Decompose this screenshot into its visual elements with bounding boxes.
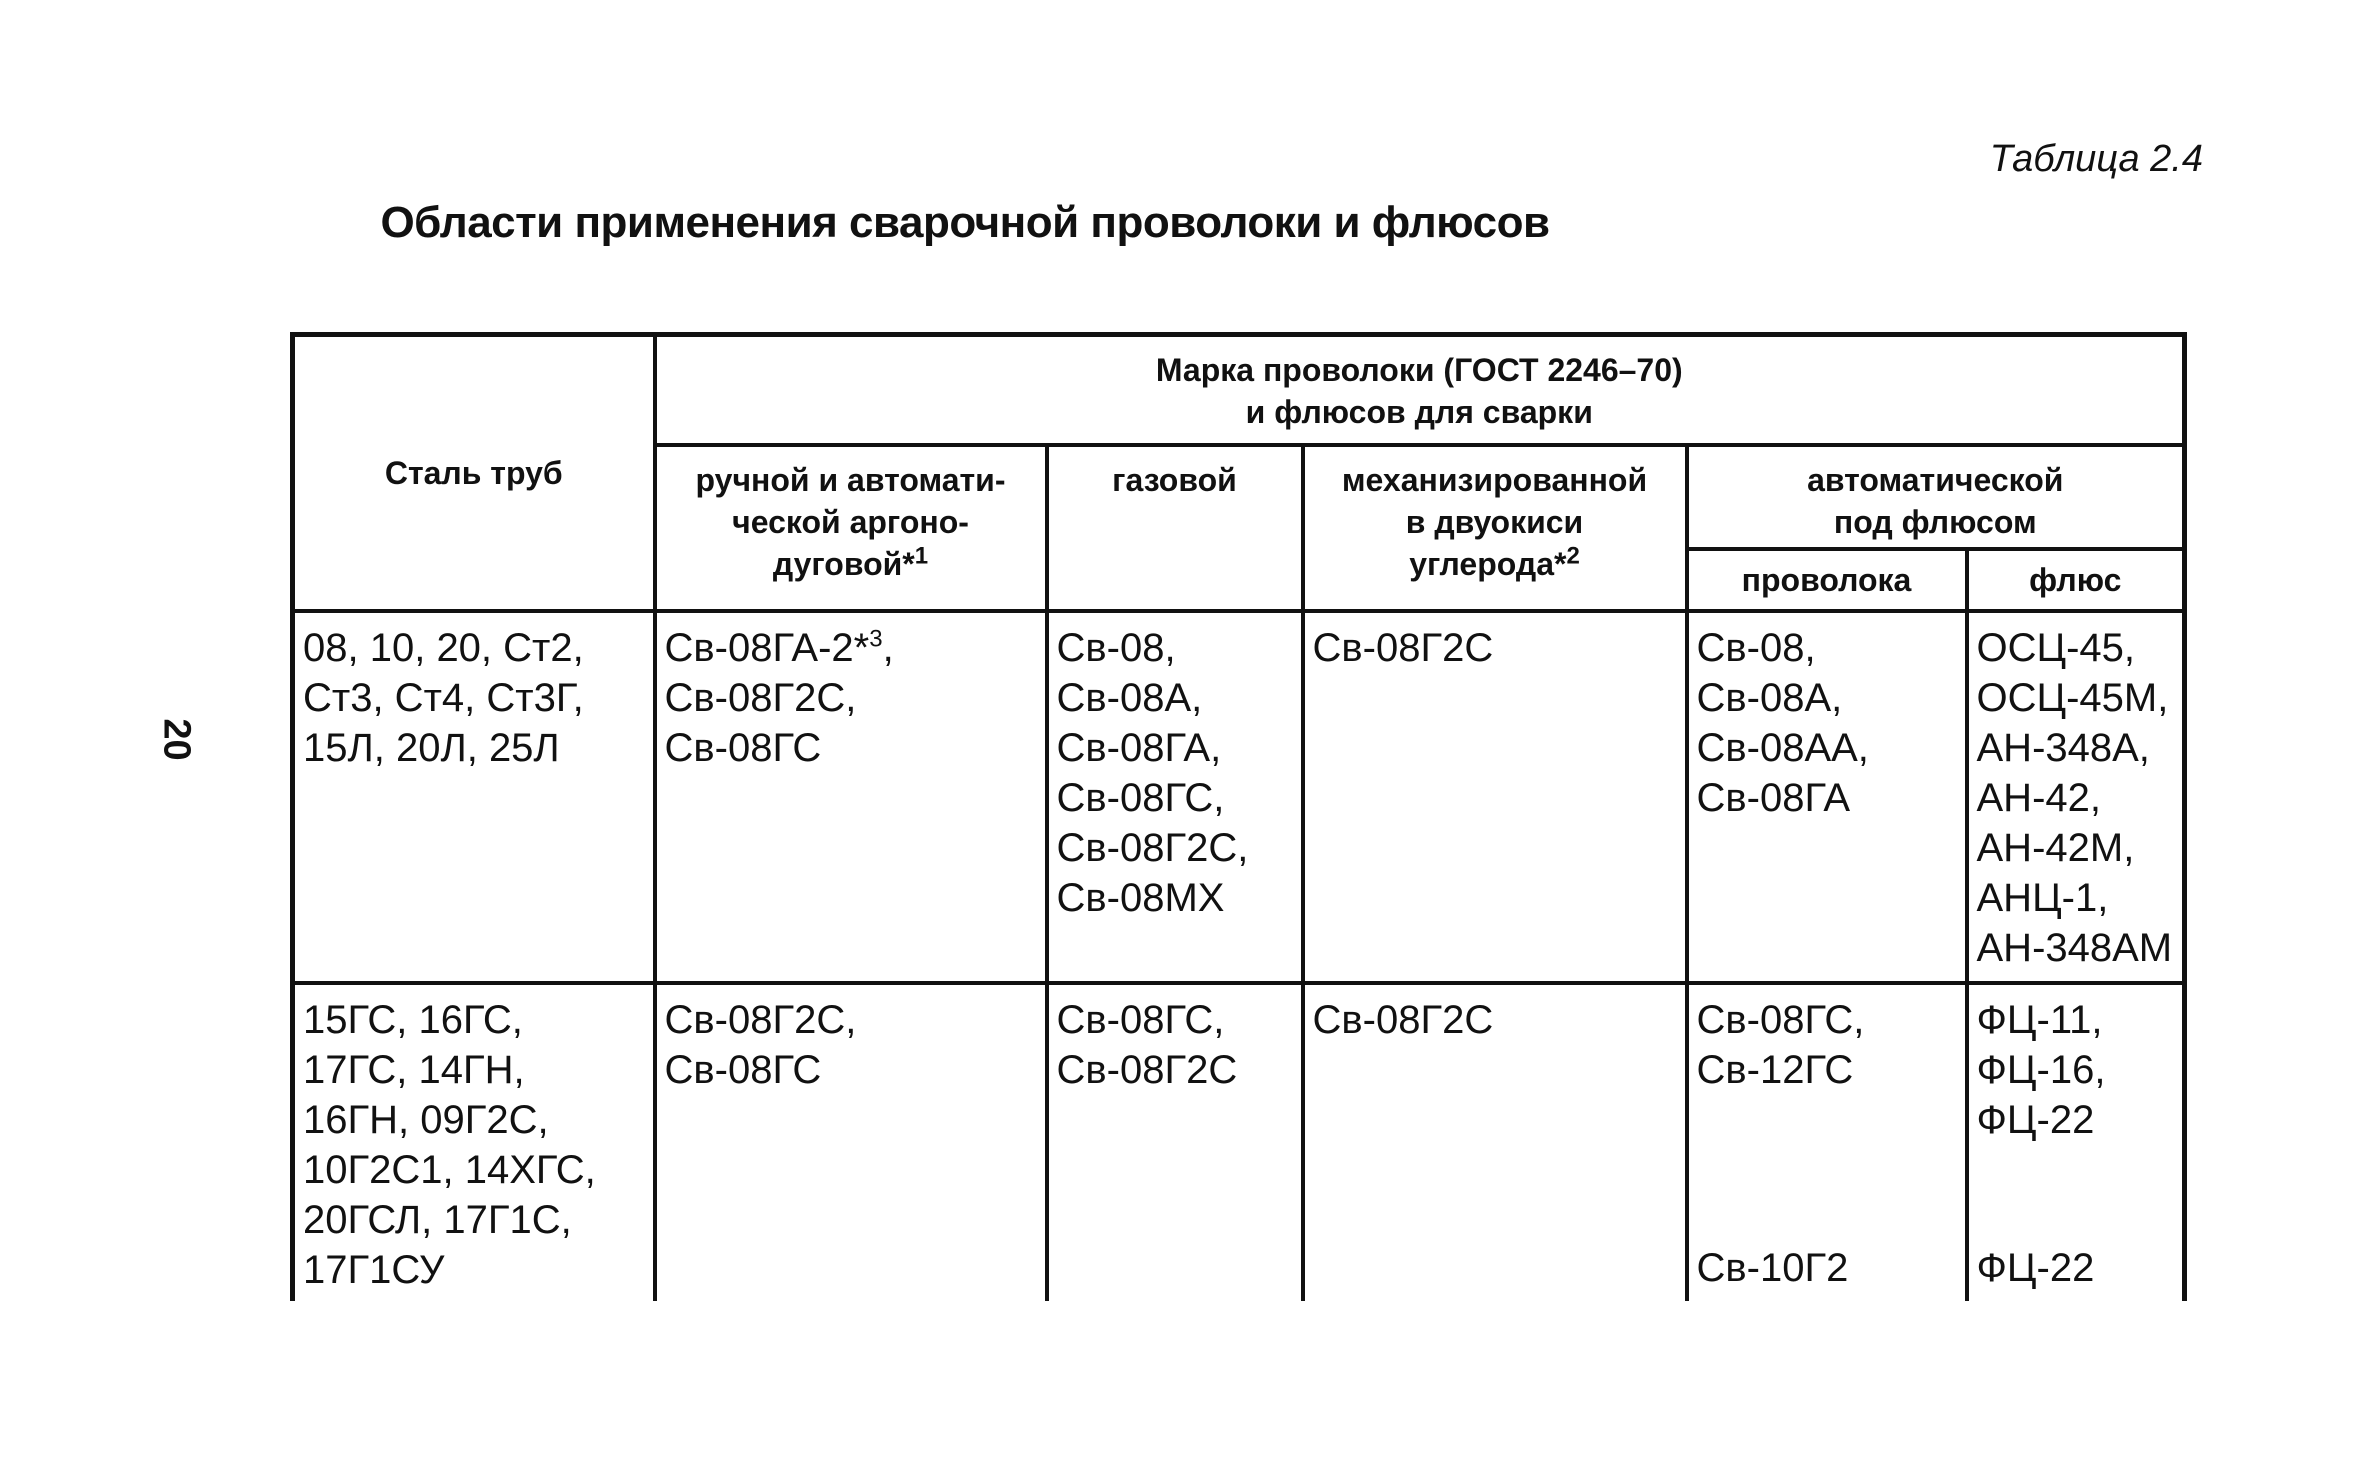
- header-group-line: и флюсов для сварки: [1245, 394, 1593, 430]
- cell-steel: [293, 983, 655, 1301]
- cell-line: 17ГС, 14ГН,: [303, 1047, 525, 1092]
- cell-line: Св-08АА,: [1696, 725, 1869, 770]
- cell-line: 17Г1СУ: [303, 1247, 445, 1292]
- cell-line: Св-08ГА-2*: [664, 625, 870, 670]
- header-row-1: [293, 335, 2185, 445]
- cell-flux: [1967, 983, 2185, 1301]
- header-manual: [655, 445, 1047, 611]
- cell-line: АНЦ-1,: [1976, 875, 2109, 920]
- cell-line: Св-08МХ: [1056, 875, 1225, 920]
- header-group-line: Марка проволоки (ГОСТ 2246–70): [1155, 352, 1683, 388]
- cell-line: Св-08,: [1056, 625, 1176, 670]
- header-gas: [1047, 445, 1303, 611]
- cell-line: 15Л, 20Л, 25Л: [303, 725, 560, 770]
- cell-line: ОСЦ-45,: [1976, 625, 2136, 670]
- cell-line: Св-08Г2С: [1312, 625, 1494, 670]
- cell-mech: [1303, 983, 1687, 1301]
- header-mech-line: углерода*: [1409, 545, 1567, 582]
- cell-line: 10Г2С1, 14ХГС,: [303, 1147, 596, 1192]
- cell-line: АН-348А,: [1976, 725, 2150, 770]
- cell-line: ,: [882, 625, 894, 670]
- cell-line: Св-08А,: [1056, 675, 1203, 720]
- cell-line: АН-42,: [1976, 775, 2101, 820]
- header-mech-line: механизированной: [1341, 461, 1648, 498]
- header-manual-line: ческой аргоно-: [732, 503, 969, 540]
- table-row: [293, 983, 2185, 1301]
- cell-line: Св-08А,: [1696, 675, 1843, 720]
- cell-line: 15ГС, 16ГС,: [303, 997, 523, 1042]
- header-manual-line: ручной и автомати-: [695, 461, 1006, 498]
- cell-line-bottom: ФЦ-22: [1976, 1245, 2095, 1290]
- footnote-mark: 1: [914, 541, 929, 569]
- cell-line: Св-08Г2С: [1056, 1047, 1238, 1092]
- cell-line: Св-08ГС,: [1056, 997, 1225, 1042]
- cell-line: АН-42М,: [1976, 825, 2135, 870]
- cell-line: Св-08Г2С,: [664, 997, 857, 1042]
- header-wire: [1687, 549, 1967, 611]
- cell-line: Св-08,: [1696, 625, 1816, 670]
- cell-line: Св-08ГС,: [1056, 775, 1225, 820]
- header-wire-group: [655, 335, 2185, 445]
- cell-line: ФЦ-22: [1976, 1097, 2095, 1142]
- cell-manual: [655, 611, 1047, 983]
- header-auto-line: под флюсом: [1833, 503, 2037, 540]
- header-flux-label: флюс: [2029, 561, 2122, 598]
- cell-line: Ст3, Ст4, Ст3Г,: [303, 675, 584, 720]
- cell-line: Св-08ГА,: [1056, 725, 1222, 770]
- page-number: 20: [155, 718, 198, 761]
- header-mech-line: в двуокиси: [1405, 503, 1584, 540]
- cell-steel: [293, 611, 655, 983]
- header-steel: [293, 335, 655, 611]
- cell-mech: [1303, 611, 1687, 983]
- header-flux: [1967, 549, 2185, 611]
- header-mech: [1303, 445, 1687, 611]
- welding-wire-table: [290, 332, 2187, 1301]
- cell-gas: [1047, 611, 1303, 983]
- cell-flux: [1967, 611, 2185, 983]
- header-auto-line: автоматической: [1807, 461, 2064, 498]
- header-auto: [1687, 445, 2185, 549]
- cell-line: Св-08ГА: [1696, 775, 1851, 820]
- page-title: Области применения сварочной проволоки и флюсов: [380, 198, 1550, 247]
- footnote-mark: 2: [1566, 541, 1580, 569]
- cell-line: Св-08ГС,: [1696, 997, 1865, 1042]
- table-number: Таблица 2.4: [1989, 138, 2203, 180]
- cell-line: 16ГН, 09Г2С,: [303, 1097, 549, 1142]
- cell-line-bottom: Св-10Г2: [1696, 1245, 1849, 1290]
- cell-line: Св-08Г2С: [1312, 997, 1494, 1042]
- cell-line: АН-348АМ: [1976, 925, 2173, 970]
- cell-line: Св-08ГС: [664, 725, 822, 770]
- table-row: [293, 611, 2185, 983]
- cell-line: Св-08Г2С,: [664, 675, 857, 720]
- cell-line: 08, 10, 20, Ст2,: [303, 625, 584, 670]
- cell-line: Св-08ГС: [664, 1047, 822, 1092]
- cell-line: Св-08Г2С,: [1056, 825, 1249, 870]
- cell-line: ФЦ-11,: [1976, 997, 2103, 1042]
- footnote-mark: 3: [869, 625, 883, 653]
- cell-wire: [1687, 983, 1967, 1301]
- cell-line: ФЦ-16,: [1976, 1047, 2106, 1092]
- header-gas-label: газовой: [1112, 461, 1237, 498]
- header-manual-line: дуговой*: [772, 545, 915, 582]
- header-steel-label: Сталь труб: [384, 454, 563, 491]
- header-wire-label: проволока: [1741, 561, 1912, 598]
- cell-gas: [1047, 983, 1303, 1301]
- cell-line: Св-12ГС: [1696, 1047, 1854, 1092]
- cell-line: 20ГСЛ, 17Г1С,: [303, 1197, 572, 1242]
- cell-wire: [1687, 611, 1967, 983]
- cell-manual: [655, 983, 1047, 1301]
- cell-line: ОСЦ-45М,: [1976, 675, 2169, 720]
